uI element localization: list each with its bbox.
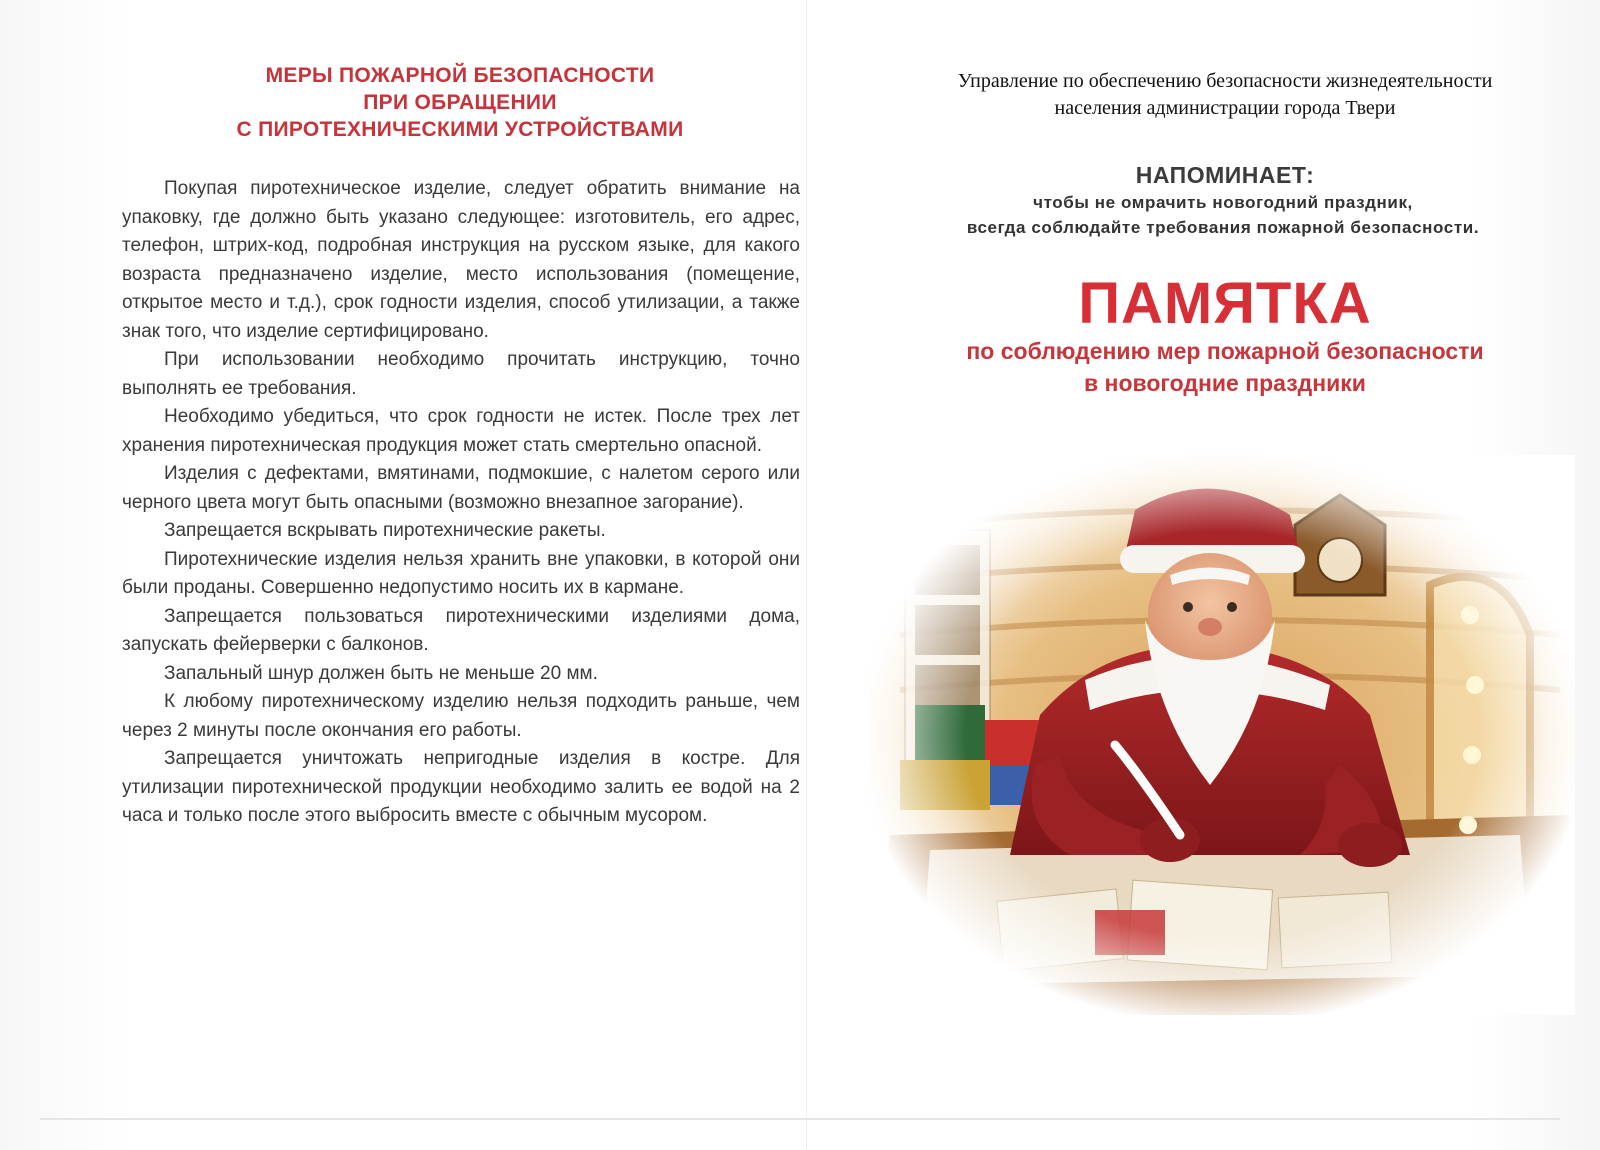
subtitle-line: в новогодние праздники	[1084, 370, 1366, 396]
organization-name	[880, 68, 1570, 122]
rules-text	[122, 175, 800, 831]
rule-paragraph: Запрещается пользоваться пиротехническими изделиями дома, запускать фейерверки с балконов.	[122, 605, 800, 655]
reminds-line: всегда соблюдайте требования пожарной безопасности.	[966, 218, 1480, 237]
org-line: населения администрации города Твери	[1054, 97, 1396, 119]
rule-paragraph: Запальный шнур должен быть не меньше 20 мм.	[164, 662, 598, 684]
rule-paragraph: Покупая пиротехническое изделие, следует обратить внимание на упаковку, где должно быть указано следующее: изготовитель, его адрес, телефон, штрих-код, подробная инструкция на русском языке, для какого возраста предназначено изделие, место использования (помещение, открытое место и т.д.), срок годности изделия, способ утилизации, а также знак того, что изделие сертифицировано.	[122, 178, 800, 342]
reminds-line: чтобы не омрачить новогодний праздник,	[1033, 193, 1413, 212]
heading-line: ПРИ ОБРАЩЕНИИ	[363, 91, 557, 114]
rule-paragraph: Необходимо убедиться, что срок годности не истек. После трех лет хранения пиротехническая продукция может стать смертельно опасной.	[122, 406, 800, 456]
page-edge	[40, 1118, 1560, 1120]
rule-paragraph: Запрещается уничтожать непригодные изделия в костре. Для утилизации пиротехнической продукции необходимо залить ее водой на 2 часа и только после этого выбросить вместе с обычным мусором.	[122, 748, 800, 826]
rule-paragraph: При использовании необходимо прочитать инструкцию, точно выполнять ее требования.	[122, 349, 800, 399]
rule-paragraph: К любому пиротехническому изделию нельзя подходить раньше, чем через 2 минуты после окончания его работы.	[122, 691, 800, 741]
memo-title: ПАМЯТКА	[1078, 271, 1372, 336]
subtitle-line: по соблюдению мер пожарной безопасности	[966, 338, 1484, 364]
rule-paragraph: Запрещается вскрывать пиротехнические ракеты.	[164, 520, 606, 541]
ded-moroz-picture	[870, 455, 1575, 1015]
fire-safety-heading	[160, 62, 760, 143]
org-line: Управление по обеспечению безопасности жизнедеятельности	[957, 70, 1493, 92]
heading-line: С ПИРОТЕХНИЧЕСКИМИ УСТРОЙСТВАМИ	[236, 118, 684, 141]
santa-illustration	[870, 455, 1575, 1015]
fold-line	[806, 0, 807, 1150]
memo-subtitle	[880, 335, 1570, 399]
heading-line: МЕРЫ ПОЖАРНОЙ БЕЗОПАСНОСТИ	[265, 64, 655, 87]
reminds-heading: НАПОМИНАЕТ:	[1135, 162, 1315, 188]
rule-paragraph: Изделия с дефектами, вмятинами, подмокшие, с налетом серого или черного цвета могут быть опасными (возможно внезапное загорание).	[122, 463, 800, 513]
rule-paragraph: Пиротехнические изделия нельзя хранить вне упаковки, в которой они были проданы. Совершенно недопустимо носить их в кармане.	[122, 548, 800, 598]
reminds-text	[848, 190, 1598, 240]
